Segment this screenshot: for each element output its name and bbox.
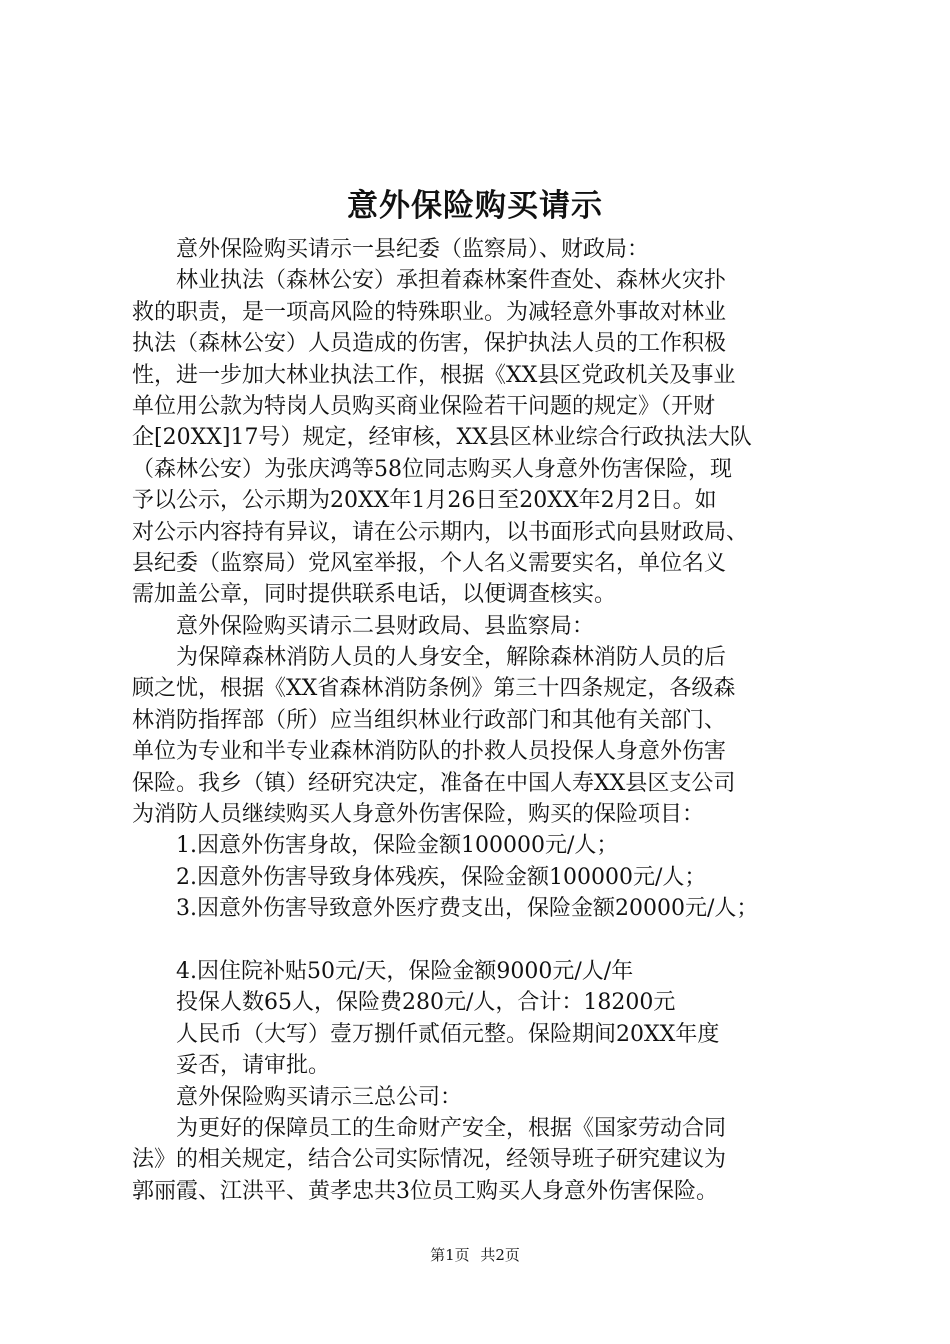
text-line: 为保障森林消防人员的人身安全，解除森林消防人员的后 [176,645,727,671]
text-line: 法》的相关规定，结合公司实际情况，经领导班子研究建议为 [132,1147,727,1173]
text-line: 为更好的保障员工的生命财产安全，根据《国家劳动合同 [176,1115,727,1141]
text-line: 投保人数65人，保险费280元/人，合计：18200元 [176,990,676,1016]
text-line: 性，进一步加大林业执法工作，根据《XX县区党政机关及事业 [132,362,736,388]
page-number-current: 第1页 [430,1246,470,1264]
text-line: 县纪委（监察局）党风室举报，个人名义需要实名，单位名义 [132,550,727,576]
text-line: 执法（森林公安）人员造成的伤害，保护执法人员的工作积极 [132,331,727,357]
text-line: 人民币（大写）壹万捌仟贰佰元整。保险期间20XX年度 [176,1021,720,1047]
text-line: 意外保险购买请示二县财政局、县监察局： [176,613,595,639]
text-line: 予以公示，公示期为20XX年1月26日至20XX年2月2日。如 [132,488,717,514]
text-line: 单位用公款为特岗人员购买商业保险若干问题的规定》（开财 [132,393,716,419]
text-line: 3.因意外伤害导致意外医疗费支出，保险金额20000元/人； [176,896,759,922]
text-line: 保险。我乡（镇）经研究决定，准备在中国人寿XX县区支公司 [132,770,736,796]
page-footer [0,1245,950,1265]
text-line [132,925,850,956]
document-body [132,234,850,1207]
text-line: 单位为专业和半专业森林消防队的扑救人员投保人身意外伤害 [132,739,727,765]
text-line: 救的职责，是一项高风险的特殊职业。为减轻意外事故对林业 [132,299,727,325]
text-line: 为消防人员继续购买人身意外伤害保险，购买的保险项目： [132,802,705,828]
text-line: 对公示内容持有异议，请在公示期内，以书面形式向县财政局、 [132,519,749,545]
document-title: 意外保险购买请示 [347,188,603,224]
text-line: 林业执法（森林公安）承担着森林案件查处、森林火灾扑 [176,268,727,294]
text-line: 顾之忧，根据《XX省森林消防条例》第三十四条规定，各级森 [132,676,736,702]
text-line: 林消防指挥部（所）应当组织林业行政部门和其他有关部门、 [132,707,727,733]
text-line: 需加盖公章，同时提供联系电话，以便调查核实。 [132,582,617,608]
text-line: 郭丽霞、江洪平、黄孝忠共3位员工购买人身意外伤害保险。 [132,1178,718,1204]
text-line: 2.因意外伤害导致身体残疾，保险金额100000元/人； [176,864,707,890]
text-line: 意外保险购买请示一县纪委（监察局）、财政局： [176,237,650,262]
text-line: （森林公安）为张庆鸿等58位同志购买人身意外伤害保险，现 [132,456,732,482]
text-line: 4.因住院补贴50元/天，保险金额9000元/人/年 [176,958,634,984]
text-line: 企[20XX]17号）规定，经审核，XX县区林业综合行政执法大队 [132,425,752,451]
text-line: 1.因意外伤害身故，保险金额100000元/人； [176,833,619,859]
text-line: 妥否，请审批。 [176,1053,331,1079]
text-line: 意外保险购买请示三总公司： [176,1084,463,1110]
page-number-total: 共2页 [480,1246,520,1264]
